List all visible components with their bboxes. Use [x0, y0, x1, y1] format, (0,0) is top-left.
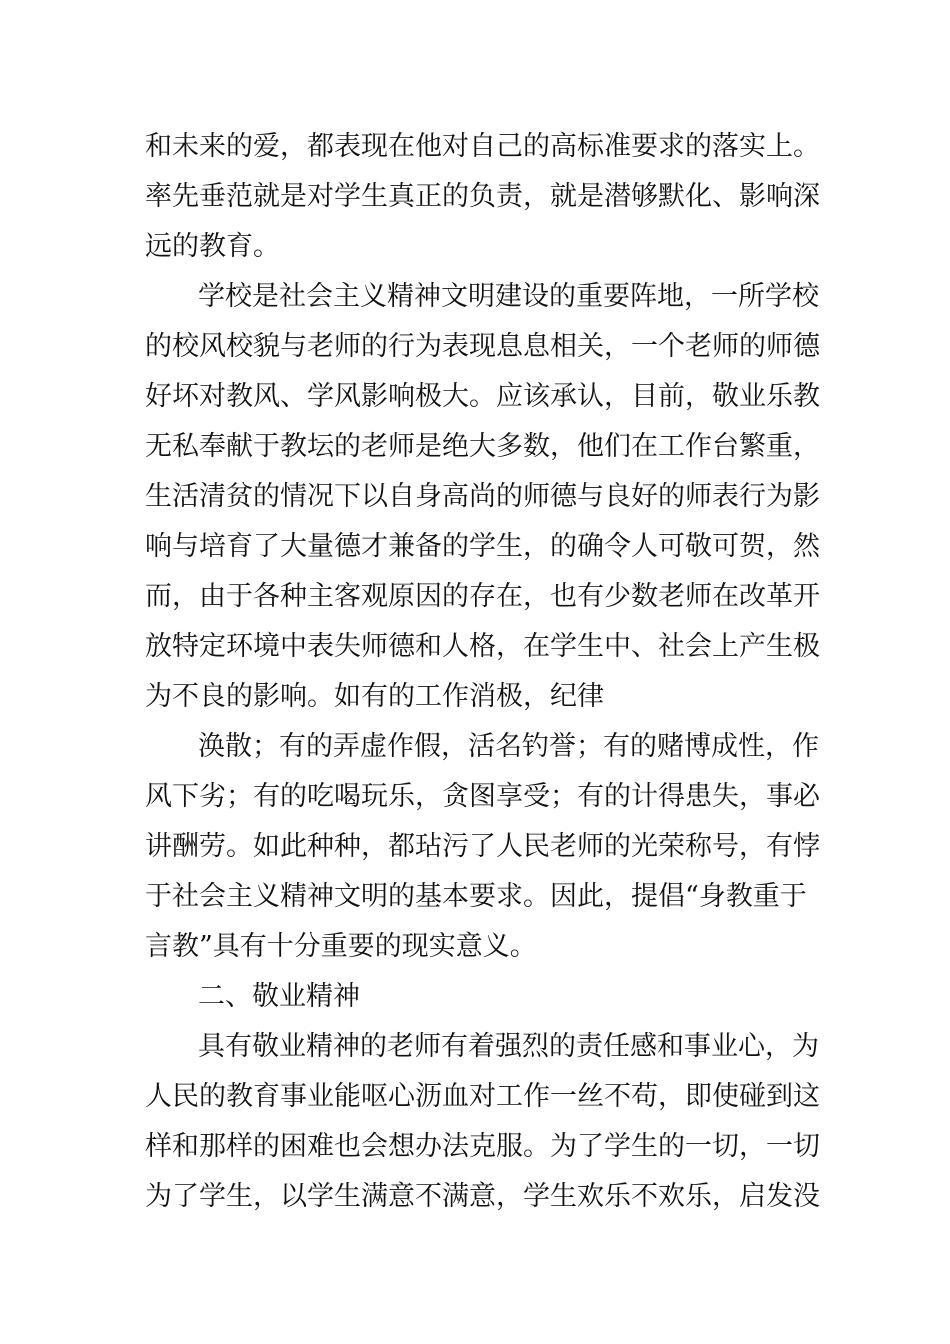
- text-line: 为了学生，以学生满意不满意，学生欢乐不欢乐，启发没: [145, 1181, 820, 1212]
- paragraph-first-line: 涣散；有的弄虚作假，活名钓誉；有的赌博成性，作: [198, 731, 819, 762]
- paragraph-first-line: 具有敬业精神的老师有着强烈的责任感和事业心，为: [198, 1031, 819, 1062]
- text-line: 风下劣；有的吃喝玩乐，贪图享受；有的计得患失，事必: [145, 781, 820, 812]
- text-line: 放特定环境中表失师德和人格，在学生中、社会上产生极: [145, 631, 820, 662]
- text-line: 为不良的影响。如有的工作消极，纪律: [145, 681, 604, 712]
- text-line: 样和那样的困难也会想办法克服。为了学生的一切，一切: [145, 1131, 820, 1162]
- text-line: 于社会主义精神文明的基本要求。因此，提倡“身教重于: [145, 881, 807, 912]
- text-line: 远的教育。: [145, 231, 280, 262]
- text-line: 率先垂范就是对学生真正的负责，就是潜够默化、影响深: [145, 181, 820, 212]
- section-heading: 二、敬业精神: [198, 981, 360, 1012]
- text-line: 人民的教育事业能呕心沥血对工作一丝不苟，即使碰到这: [145, 1081, 820, 1112]
- text-line: 无私奉献于教坛的老师是绝大多数，他们在工作台繁重，: [145, 431, 820, 462]
- text-line: 讲酬劳。如此种种，都玷污了人民老师的光荣称号，有悖: [145, 831, 820, 862]
- text-line: 响与培育了大量德才兼备的学生，的确令人可敬可贺，然: [145, 531, 820, 562]
- text-line: 好坏对教风、学风影响极大。应该承认，目前，敬业乐教: [145, 381, 820, 412]
- text-line: 言教”具有十分重要的现实意义。: [145, 931, 537, 962]
- text-line: 和未来的爱，都表现在他对自己的高标准要求的落实上。: [145, 131, 820, 162]
- text-line: 的校风校貌与老师的行为表现息息相关，一个老师的师德: [145, 331, 820, 362]
- paragraph-first-line: 学校是社会主义精神文明建设的重要阵地，一所学校: [198, 281, 819, 312]
- text-line: 生活清贫的情况下以自身高尚的师德与良好的师表行为影: [145, 481, 820, 512]
- text-line: 而，由于各种主客观原因的存在，也有少数老师在改革开: [145, 581, 820, 612]
